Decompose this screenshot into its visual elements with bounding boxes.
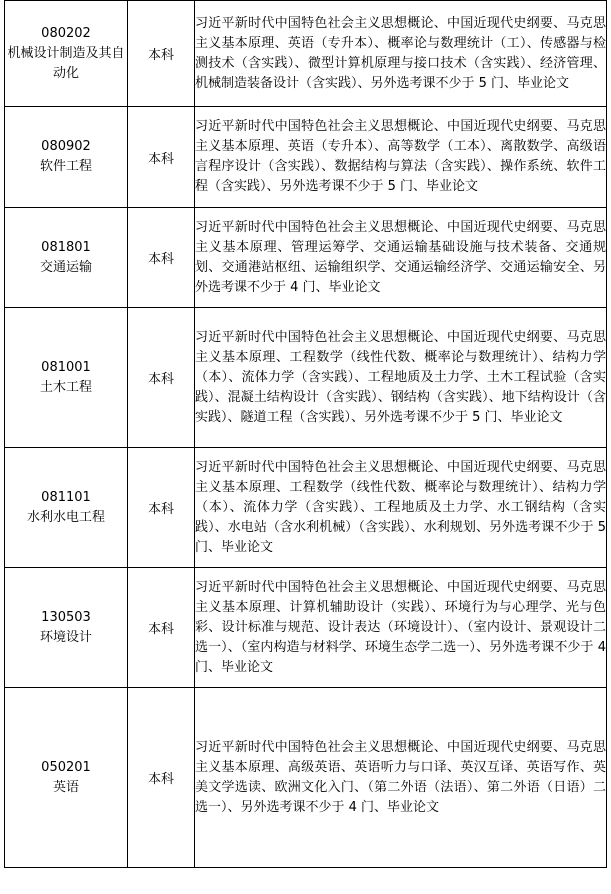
- major-code: 080202: [41, 25, 91, 41]
- major-cell: [5, 448, 128, 568]
- major-name: 环境设计: [39, 629, 92, 645]
- major-cell: [5, 208, 128, 308]
- course-list: 习近平新时代中国特色社会主义思想概论、中国近现代史纲要、马克思主义基本原理、工程数学（线性代数、概率论与数理统计）、结构力学（本）、流体力学（含实践）、工程地质及土力学、土木工程试验（含实践）、混凝土结构设计（含实践）、钢结构（含实践）、地下结构设计（含实践）、隧道工程（含实践）、另外选考课不少于 5 门、毕业论文: [195, 308, 607, 448]
- table-row: [5, 208, 607, 308]
- curriculum-table: [4, 0, 607, 868]
- degree-level: 本科: [128, 208, 195, 308]
- course-list: 习近平新时代中国特色社会主义思想概论、中国近现代史纲要、马克思主义基本原理、计算机辅助设计（实践）、环境行为与心理学、光与色彩、设计标准与规范、设计表达（环境设计）、（室内设计、景观设计二选一）、（室内构造与材料学、环境生态学二选一）、另外选考课不少于 4 门、毕业论文: [195, 568, 607, 688]
- degree-level: 本科: [128, 107, 195, 208]
- major-name: 英语: [52, 779, 79, 795]
- course-list: 习近平新时代中国特色社会主义思想概论、中国近现代史纲要、马克思主义基本原理、英语（专升本）、高等数学（工本）、离散数学、高级语言程序设计（含实践）、数据结构与算法（含实践）、操作系统、软件工程（含实践）、另外选考课不少于 5 门、毕业论文: [195, 107, 607, 208]
- major-name: 土木工程: [39, 379, 92, 395]
- degree-level: 本科: [128, 1, 195, 107]
- major-code: 130503: [41, 609, 91, 625]
- major-cell: [5, 107, 128, 208]
- course-list: 习近平新时代中国特色社会主义思想概论、中国近现代史纲要、马克思主义基本原理、工程数学（线性代数、概率论与数理统计）、结构力学（本）、流体力学（含实践）、工程地质及土力学、水工钢结构（含实践）、水电站（含水利机械）（含实践）、水利规划、另外选考课不少于 5 门、毕业论文: [195, 448, 607, 568]
- table-row: [5, 308, 607, 448]
- major-name: 交通运输: [39, 259, 92, 275]
- major-code: 080902: [41, 139, 91, 154]
- degree-level: 本科: [128, 568, 195, 688]
- degree-level: 本科: [128, 448, 195, 568]
- major-name: 水利水电工程: [26, 509, 105, 525]
- major-name: 机械设计制造及其自动化: [7, 45, 125, 81]
- major-cell: [5, 568, 128, 688]
- table-row: [5, 1, 607, 107]
- major-cell: [5, 688, 128, 868]
- degree-level: 本科: [128, 308, 195, 448]
- table-row: [5, 688, 607, 868]
- major-cell: [5, 1, 128, 107]
- course-list: 习近平新时代中国特色社会主义思想概论、中国近现代史纲要、马克思主义基本原理、高级英语、英语听力与口译、英汉互译、英语写作、英美文学选读、欧洲文化入门、（第二外语（法语）、第二外语（日语）二选一）、另外选考课不少于 4 门、毕业论文: [195, 688, 607, 868]
- degree-level: 本科: [128, 688, 195, 868]
- table-row: [5, 107, 607, 208]
- major-code: 081101: [41, 489, 91, 505]
- page: [4, 0, 607, 868]
- course-list: 习近平新时代中国特色社会主义思想概论、中国近现代史纲要、马克思主义基本原理、英语（专升本）、概率论与数理统计（工）、传感器与检测技术（含实践）、微型计算机原理与接口技术（含实践）、经济管理、机械制造装备设计（含实践）、另外选考课不少于 5 门、毕业论文: [195, 1, 607, 107]
- table-row: [5, 448, 607, 568]
- major-name: 软件工程: [39, 159, 92, 174]
- major-cell: [5, 308, 128, 448]
- major-code: 050201: [41, 759, 91, 775]
- table-row: [5, 568, 607, 688]
- major-code: 081801: [41, 239, 91, 255]
- course-list: 习近平新时代中国特色社会主义思想概论、中国近现代史纲要、马克思主义基本原理、管理运筹学、交通运输基础设施与技术装备、交通规划、交通港站枢纽、运输组织学、交通运输经济学、交通运输安全、另外选考课不少于 4 门、毕业论文: [195, 208, 607, 308]
- major-code: 081001: [41, 359, 91, 375]
